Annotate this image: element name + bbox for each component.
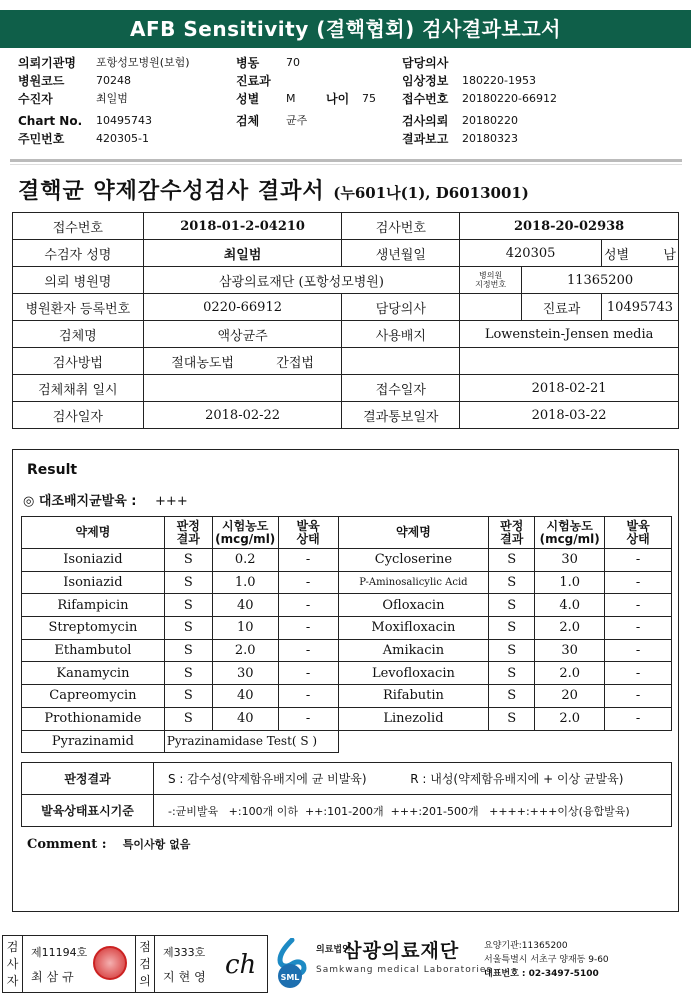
- info-label: 결과보고: [402, 132, 449, 146]
- legend-judge-r: R : 내성(약제함유배지에 + 이상 균발육): [410, 772, 624, 786]
- seal-stamp: [93, 946, 127, 980]
- drug-conc: 40: [212, 594, 278, 617]
- notified-date: 2018-03-22: [460, 402, 679, 429]
- empty-cell: [342, 348, 460, 375]
- drug-row: [22, 549, 672, 572]
- growth-header-2: 상태: [626, 531, 650, 546]
- info-value: M: [286, 92, 296, 105]
- drug-drug: P-Aminosalicylic Acid: [338, 571, 489, 594]
- drug-drug: Capreomycin: [22, 685, 165, 708]
- drug-conc: 4.0: [535, 594, 605, 617]
- drug-judge: S: [164, 662, 212, 685]
- logo-corp: 의료법인: [316, 944, 351, 955]
- comment-text: 특이사항 없음: [122, 838, 191, 851]
- judge-header: [489, 517, 535, 549]
- drug-growth: -: [605, 639, 672, 662]
- specimen: 액상균주: [143, 321, 342, 348]
- divider: [10, 159, 682, 162]
- notified-label: 결과통보일자: [342, 402, 460, 429]
- drug-judge: S: [489, 594, 535, 617]
- info-label: 병동: [236, 56, 260, 70]
- legend-judge-s: S : 감수성(약제함유배지에 균 비발육): [168, 772, 367, 786]
- drug-drug: Isoniazid: [22, 549, 165, 572]
- info-row: [18, 72, 678, 90]
- legend-table: [21, 762, 672, 827]
- examiner-name: 최삼규: [31, 970, 78, 984]
- control-growth-label: ◎ 대조배지균발육 :: [23, 494, 137, 509]
- specimen-label: 검체명: [13, 321, 144, 348]
- drug-drug: Moxifloxacin: [338, 617, 489, 640]
- drug-judge: S: [164, 685, 212, 708]
- drug-growth: -: [605, 617, 672, 640]
- receipt-no-label: 접수번호: [13, 213, 144, 240]
- report-header: AFB Sensitivity (결핵협회) 검사결과보고서: [0, 10, 691, 48]
- drug-table-header: [22, 517, 672, 549]
- drug-sensitivity-table: [21, 516, 672, 753]
- drug-drug: Ethambutol: [22, 639, 165, 662]
- sex-cell: [601, 240, 678, 267]
- info-value: 포항성모병원(보험): [96, 56, 190, 69]
- info-value: 70248: [96, 74, 131, 87]
- info-label: 주민번호: [18, 132, 65, 146]
- reviewer-name: 지현영: [163, 970, 210, 984]
- org-logo: [316, 936, 492, 975]
- info-value: 420305-1: [96, 132, 149, 145]
- control-growth: [23, 490, 188, 509]
- drug-conc: 2.0: [535, 617, 605, 640]
- drug-judge: S: [489, 662, 535, 685]
- control-growth-value: +++: [155, 494, 188, 509]
- drug-growth: -: [605, 685, 672, 708]
- reg-no: 0220-66912: [143, 294, 342, 321]
- info-label: 검체: [236, 114, 260, 128]
- drug-conc: 1.0: [535, 571, 605, 594]
- org-address-line: 서울특별시 서초구 양재동 9-60: [484, 955, 609, 965]
- drug-drug: Ofloxacin: [338, 594, 489, 617]
- drug-conc: 10: [212, 617, 278, 640]
- info-value: 최일범: [96, 92, 128, 105]
- drug-judge: S: [164, 549, 212, 572]
- drug-drug: Rifampicin: [22, 594, 165, 617]
- designated-label-1: 병의원: [479, 271, 503, 280]
- info-label: 병원코드: [18, 74, 65, 88]
- medium: Lowenstein-Jensen media: [460, 321, 679, 348]
- dept-label: 진료과: [522, 294, 602, 321]
- method-2: 간접법: [276, 355, 314, 371]
- hospital-label: 의뢰 병원명: [13, 267, 144, 294]
- info-label: 의뢰기관명: [18, 56, 76, 70]
- drug-row: [22, 617, 672, 640]
- drug-judge: S: [489, 617, 535, 640]
- conc-header-1: 시험농도: [222, 518, 269, 533]
- patient-name: 최일범: [143, 240, 342, 267]
- medium-label: 사용배지: [342, 321, 460, 348]
- conc-header: [212, 517, 278, 549]
- drug-conc: 30: [535, 549, 605, 572]
- judge-header-1: 판정: [176, 518, 200, 533]
- drug-drug: Streptomycin: [22, 617, 165, 640]
- divider: [10, 164, 682, 165]
- doctor: [460, 294, 522, 321]
- result-label: Result: [27, 462, 78, 478]
- info-value: 20180220-66912: [462, 92, 557, 105]
- judge-header: [164, 517, 212, 549]
- info-value: 20180220: [462, 114, 518, 127]
- drug-judge: S: [164, 617, 212, 640]
- examiner-label: 검사자: [3, 936, 23, 992]
- info-row: [18, 54, 678, 72]
- drug-drug: Isoniazid: [22, 571, 165, 594]
- drug-conc: 20: [535, 685, 605, 708]
- logo-mark-text: SML: [280, 973, 300, 982]
- pza-drug: Pyrazinamid: [22, 730, 165, 753]
- designated-label-2: 지정번호: [475, 280, 507, 289]
- info-label: 검사의뢰: [402, 114, 449, 128]
- sex-label: 성별: [604, 247, 630, 263]
- drug-judge: S: [164, 639, 212, 662]
- drug-drug: Cycloserine: [338, 549, 489, 572]
- growth-header-1: 발육: [626, 518, 650, 533]
- pza-row: [22, 730, 672, 753]
- info-label: 성별: [236, 92, 260, 106]
- dob: 420305: [460, 240, 602, 267]
- info-label: 접수번호: [402, 92, 449, 106]
- drug-row: [22, 707, 672, 730]
- drug-growth: -: [605, 594, 672, 617]
- info-label: 담당의사: [402, 56, 449, 70]
- received-label: 접수일자: [342, 375, 460, 402]
- drug-growth: -: [605, 571, 672, 594]
- drug-judge: S: [489, 549, 535, 572]
- receipt-no: 2018-01-2-04210: [143, 213, 342, 240]
- age-label: 나이: [326, 92, 350, 106]
- dept: 10495743: [601, 294, 678, 321]
- org-phone: 대표번호 : 02-3497-5100: [484, 969, 599, 979]
- info-row: [18, 112, 678, 130]
- judge-header-2: 결과: [176, 531, 200, 546]
- conc-header-1: 시험농도: [546, 518, 593, 533]
- drug-conc: 40: [212, 685, 278, 708]
- info-label: 수진자: [18, 92, 53, 106]
- drug-conc: 40: [212, 707, 278, 730]
- designated-label: [460, 267, 522, 294]
- reg-label: 병원환자 등록번호: [13, 294, 144, 321]
- result-section: [12, 449, 679, 912]
- drug-row: [22, 594, 672, 617]
- collect-label: 검체채취 일시: [13, 375, 144, 402]
- drug-growth: -: [605, 707, 672, 730]
- info-row: [18, 90, 678, 108]
- received-date: 2018-02-21: [460, 375, 679, 402]
- patient-label: 수검자 성명: [13, 240, 144, 267]
- conc-header: [535, 517, 605, 549]
- drug-row: [22, 662, 672, 685]
- empty-cell: [460, 348, 679, 375]
- method-1: 절대농도법: [171, 355, 234, 371]
- drug-drug: Kanamycin: [22, 662, 165, 685]
- legend-judge: [154, 763, 672, 795]
- growth-header-2: 상태: [296, 531, 320, 546]
- sex: 남: [663, 247, 676, 263]
- judge-header-2: 결과: [500, 531, 524, 546]
- signature-box: [2, 935, 268, 993]
- drug-growth: -: [278, 685, 338, 708]
- info-row: [18, 130, 678, 148]
- drug-growth: -: [278, 707, 338, 730]
- drug-conc: 1.0: [212, 571, 278, 594]
- pza-test: Pyrazinamidase Test( S ): [164, 730, 338, 753]
- signature-mark: ch: [225, 950, 257, 980]
- drug-row: [22, 685, 672, 708]
- tested-label: 검사일자: [13, 402, 144, 429]
- reviewer-code: 제333호: [163, 946, 206, 959]
- growth-header-1: 발육: [296, 518, 320, 533]
- info-label: Chart No.: [18, 114, 83, 128]
- drug-growth: -: [605, 662, 672, 685]
- drug-row: [22, 571, 672, 594]
- request-info: [18, 54, 678, 154]
- conc-header-2: (mcg/ml): [539, 531, 600, 546]
- designated-no: 11365200: [522, 267, 679, 294]
- info-label: 진료과: [236, 74, 271, 88]
- drug-conc: 2.0: [212, 639, 278, 662]
- drug-judge: S: [164, 594, 212, 617]
- method-label: 검사방법: [13, 348, 144, 375]
- collect: [143, 375, 342, 402]
- drug-growth: -: [605, 549, 672, 572]
- legend-judge-label: 판정결과: [22, 763, 154, 795]
- info-value: 10495743: [96, 114, 152, 127]
- drug-row: [22, 639, 672, 662]
- drug-drug: Prothionamide: [22, 707, 165, 730]
- drug-judge: S: [164, 707, 212, 730]
- drug-header: 약제명: [338, 517, 489, 549]
- info-value: 70: [286, 56, 300, 69]
- drug-drug: Levofloxacin: [338, 662, 489, 685]
- drug-growth: -: [278, 617, 338, 640]
- drug-conc: 2.0: [535, 707, 605, 730]
- drug-growth: -: [278, 594, 338, 617]
- logo-name: 삼광의료재단: [343, 940, 460, 962]
- info-value: 20180323: [462, 132, 518, 145]
- info-value: 180220-1953: [462, 74, 536, 87]
- reviewer-label: 점검의: [135, 936, 155, 992]
- drug-conc: 0.2: [212, 549, 278, 572]
- sml-logo-icon: [274, 938, 310, 990]
- drug-conc: 30: [212, 662, 278, 685]
- examiner-code: 제11194호: [31, 946, 88, 959]
- comment-label: Comment :: [27, 837, 107, 852]
- report-code: (누601나(1), D6013001): [333, 184, 529, 202]
- age-value: 75: [362, 92, 376, 105]
- growth-header: [605, 517, 672, 549]
- comment: [27, 836, 190, 852]
- footer: [0, 932, 691, 1000]
- drug-growth: -: [278, 639, 338, 662]
- drug-drug: Linezolid: [338, 707, 489, 730]
- drug-conc: 30: [535, 639, 605, 662]
- drug-growth: -: [278, 549, 338, 572]
- drug-growth: -: [278, 571, 338, 594]
- legend-growth-label: 발육상태표시기준: [22, 795, 154, 827]
- drug-drug: Rifabutin: [338, 685, 489, 708]
- tested-date: 2018-02-22: [143, 402, 342, 429]
- drug-judge: S: [489, 707, 535, 730]
- drug-drug: Amikacin: [338, 639, 489, 662]
- doctor-label: 담당의사: [342, 294, 460, 321]
- conc-header-2: (mcg/ml): [215, 531, 276, 546]
- method-cell: [143, 348, 342, 375]
- drug-header: 약제명: [22, 517, 165, 549]
- drug-growth: -: [278, 662, 338, 685]
- drug-conc: 2.0: [535, 662, 605, 685]
- drug-judge: S: [489, 685, 535, 708]
- test-no: 2018-20-02938: [460, 213, 679, 240]
- dob-label: 생년월일: [342, 240, 460, 267]
- specimen-info-table: [12, 212, 679, 429]
- hospital: 삼광의료재단 (포항성모병원): [143, 267, 459, 294]
- judge-header-1: 판정: [500, 518, 524, 533]
- legend-growth: -:균비발육 +:100개 이하 ++:101-200개 +++:201-500개 ++++:+++이상(융합발육): [154, 795, 672, 827]
- logo-eng: Samkwang medical Laboratories: [316, 965, 493, 975]
- org-code: 요양기관:11365200: [484, 941, 568, 951]
- info-value: 균주: [286, 114, 308, 127]
- drug-judge: S: [164, 571, 212, 594]
- drug-judge: S: [489, 571, 535, 594]
- test-no-label: 검사번호: [342, 213, 460, 240]
- org-address: [484, 939, 609, 981]
- empty-cell: [338, 730, 671, 753]
- report-title: [18, 174, 529, 206]
- info-label: 임상정보: [402, 74, 449, 88]
- growth-header: [278, 517, 338, 549]
- drug-judge: S: [489, 639, 535, 662]
- report-title-text: 결핵균 약제감수성검사 결과서: [18, 178, 325, 204]
